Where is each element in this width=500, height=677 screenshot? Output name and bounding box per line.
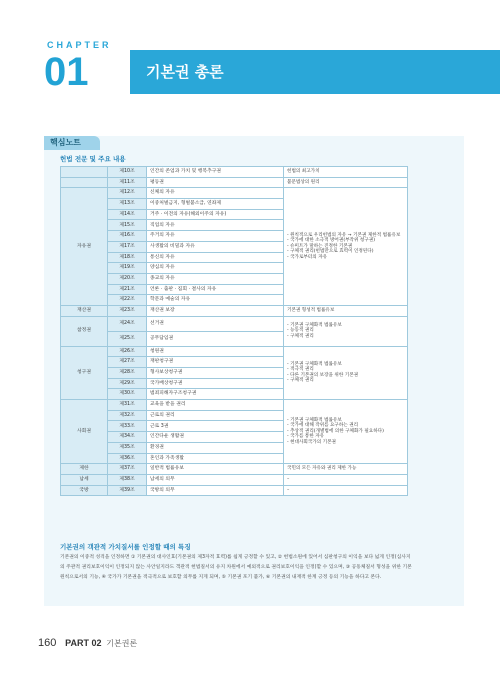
category-cell: 참정권	[61, 316, 108, 346]
article-cell: 제10조	[108, 167, 147, 178]
category-cell: 국방	[61, 485, 108, 496]
table-row: 제19조 양심의 자유	[61, 263, 408, 274]
part-subtitle: 기본권론	[106, 639, 138, 648]
chapter-label: CHAPTER	[47, 40, 112, 50]
table-row: 제17조 사생활의 비밀과 자유	[61, 241, 408, 252]
section-title: 헌법 전문 및 주요 내용	[60, 155, 126, 163]
part-label: PART 02	[65, 638, 102, 648]
category-cell: 재산권	[61, 305, 108, 316]
role-cell: 불문법상의 원리	[284, 177, 408, 188]
table-row: 제21조 언론 · 출판 · 집회 · 결사의 자유	[61, 284, 408, 295]
table-row: 제28조 형사보상청구권	[61, 368, 408, 379]
chapter-title: 기본권 총론	[146, 63, 224, 81]
note-title: 핵심노트	[50, 138, 81, 147]
table-row: 제22조 학문과 예술의 자유	[61, 295, 408, 306]
table-row	[61, 177, 408, 188]
table-row: 제25조 공무담임권	[61, 331, 408, 346]
table-row: 재산권 제23조 재산권 보장 기본권 형성적 법률유보	[61, 305, 408, 316]
table-row: 국방 제39조 국방의 의무 –	[61, 485, 408, 496]
table-row: 제16조 주거의 자유	[61, 231, 408, 242]
table-row: 제33조 근로 3권	[61, 421, 408, 432]
table-row: 제14조 거주 · 이전의 자유(해외이주의 자유)	[61, 209, 408, 220]
extra-body: 기본권의 이중적 성격을 인정하면 ① 기본권의 대사인효(기본권의 제3자적 효력)를 쉽게 긍정할 수 있고, ② 헌법소원에 있어서 심판청구의 이익을 보다 넓게 인정(심사지의 주관적 권리보호이익이 인정되지 않는 사안일지라도 객관적 헌법질서의 유지 차원에서 예외적으로 권리보호이익을 인정)할 수 있으며, ③ 공동체질서 형성을 위한 기본원칙으로서의 기능, ④ 국가가 기본권을 적극적으로 보호할 의무를 지게 되며, ⑤ 기본권 포기 불가, ⑥ 기본권의 내재적 한계 긍정 등의 기능을 하다고 본다.	[60, 555, 412, 580]
category-cell: 사회권	[61, 400, 108, 464]
content-cell: 평등권	[147, 177, 284, 188]
table-row: 제13조 이중처벌금지, 형벌불소급, 연좌제	[61, 199, 408, 210]
table-row: 제18조 통신의 자유	[61, 252, 408, 263]
extra-title: 기본권의 객관적 가치질서를 인정할 때의 특징	[60, 543, 191, 551]
category-cell: 청구권	[61, 346, 108, 399]
category-cell: 제한	[61, 464, 108, 475]
page-number: 160	[38, 637, 57, 649]
table-row: 제27조 재판청구권	[61, 357, 408, 368]
role-cell: - 기본권 구체화적 법률유보 - 적극적 권리 - 다른 기본권의 보장을 위한 기본권 - 구체적 권리	[284, 346, 408, 399]
content-cell: 인간의 존엄과 가치 및 행복추구권	[147, 167, 284, 178]
table-row: 제30조 범죄피해자구조청구권	[61, 389, 408, 400]
table-row: 자유권 제12조 신체의 자유 - 원칙적으로 우리헌법의 자유 → 기본권 제한적 법률유보 - 국가에 대한 소극적 방어권(부작위 청구권) - 슈미트가 말하는 진정한 기본권 - 구체적 권리(헌법만으로 효력이 인정된다) - 국가로부터의 자유	[61, 188, 408, 199]
table-row: 제35조 환경권	[61, 442, 408, 453]
table-row: 사회권 제31조 교육을 받을 권리 - 기본권 구체화적 법률유보 - 국가에 대해 작위를 요구하는 권리 - 추상적 권리(개별법에 의한 구체화가 필요하다) - 국가를 통한 자유 - 현대사회국가의 기본권	[61, 400, 408, 411]
role-cell: - 기본권 구체화적 법률유보 - 능동적 권리 - 구체적 권리	[284, 316, 408, 346]
article-cell: 제11조	[108, 177, 147, 188]
table-row: 제29조 국가배상청구권	[61, 378, 408, 389]
table-row: 제20조 종교의 자유	[61, 273, 408, 284]
table-row: 제15조 직업의 자유	[61, 220, 408, 231]
table-row: 청구권 제26조 청원권 - 기본권 구체화적 법률유보 - 적극적 권리 - 다른 기본권의 보장을 위한 기본권 - 구체적 권리	[61, 346, 408, 357]
table-row: 제34조 인간다운 생활권	[61, 432, 408, 443]
chapter-number: 01	[44, 50, 89, 94]
table-row: 제한 제37조 일반적 법률유보 국민의 모든 자유와 권리 제한 가능	[61, 464, 408, 475]
table-row: 납세 제38조 납세의 의무 –	[61, 474, 408, 485]
role-cell: 헌법의 최고가치	[284, 167, 408, 178]
category-cell: 자유권	[61, 188, 108, 306]
table-row: 제36조 혼인과 가족생활	[61, 453, 408, 464]
category-cell: 납세	[61, 474, 108, 485]
page-footer	[38, 637, 137, 649]
role-cell: - 기본권 구체화적 법률유보 - 국가에 대해 작위를 요구하는 권리 - 추상적 권리(개별법에 의한 구체화가 필요하다) - 국가를 통한 자유 - 현대사회국가의 기본권	[284, 400, 408, 464]
table-row: 제32조 근로의 권리	[61, 410, 408, 421]
table-row: 참정권 제24조 선거권 - 기본권 구체화적 법률유보 - 능동적 권리 - 구체적 권리	[61, 316, 408, 331]
role-cell: - 원칙적으로 우리헌법의 자유 → 기본권 제한적 법률유보 - 국가에 대한 소극적 방어권(부작위 청구권) - 슈미트가 말하는 진정한 기본권 - 구체적 권리(헌법만으로 효력이 인정된다) - 국가로부터의 자유	[284, 188, 408, 306]
table-row	[61, 167, 408, 178]
constitution-table	[60, 166, 408, 496]
